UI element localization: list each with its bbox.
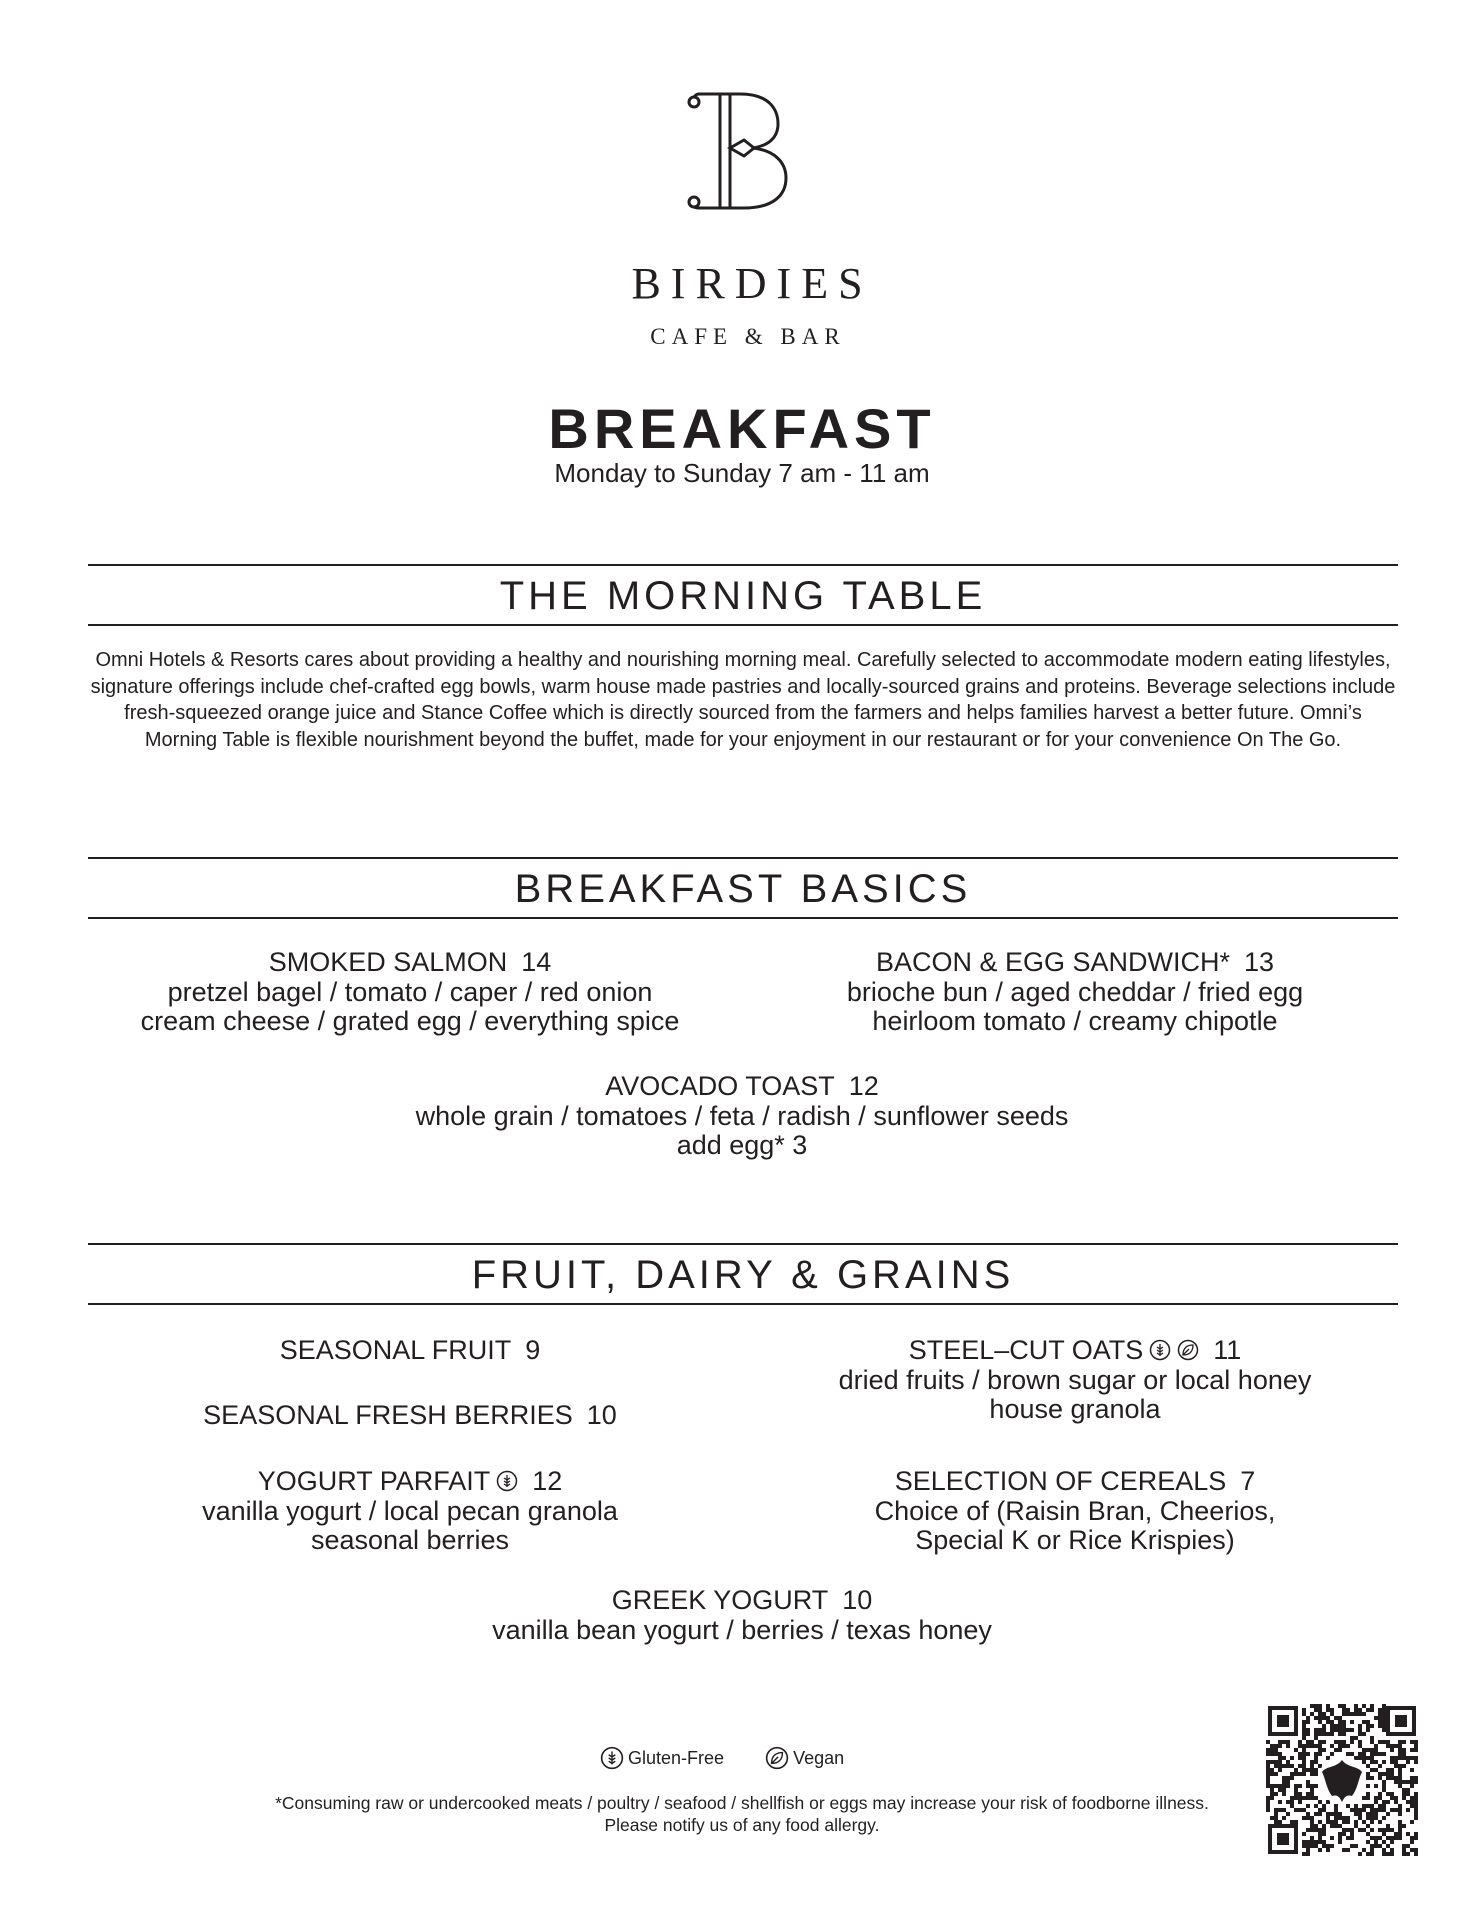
item-description: Choice of (Raisin Bran, Cheerios, [874, 1495, 1276, 1526]
brand-subtitle: CAFE & BAR [650, 324, 846, 349]
vegan-icon [765, 1746, 789, 1770]
item-description: add egg* 3 [676, 1130, 808, 1160]
menu-item-seasonal-fresh-berries [110, 1401, 710, 1431]
menu-item-smoked-salmon [110, 948, 710, 1037]
item-title [775, 1467, 1375, 1497]
gluten-free-icon [1149, 1339, 1171, 1361]
legend-gluten-free [600, 1746, 724, 1770]
item-description: Special K or Rice Krispies) [915, 1525, 1235, 1555]
morning-table-description: Omni Hotels & Resorts cares about providing a healthy and nourishing morning meal. Carefully selected to accommodate modern eating lifestyles, signature offerings include chef-crafted egg bowls, warm house made pastries and locally-sourced grains and proteins. Beverage selections include fresh-squeezed orange juice and Stance Coffee which is directly sourced from the farmers and helps families harvest a better future. Omni’s Morning Table is flexible nourishment beyond the buffet, made for your enjoyment in our restaurant or for your convenience On The Go. [90, 649, 1396, 751]
item-price: 14 [521, 947, 552, 977]
item-name: SEASONAL FRESH BERRIES [203, 1400, 573, 1430]
vegan-icon [1177, 1339, 1199, 1361]
item-description: whole grain / tomatoes / feta / radish / sunflower seeds [415, 1100, 1069, 1131]
item-price: 13 [1244, 947, 1275, 977]
section-heading-fruit-dairy-grains: FRUIT, DAIRY & GRAINS [88, 1243, 1398, 1305]
item-name: AVOCADO TOAST [605, 1071, 835, 1101]
birdies-logo [682, 84, 802, 214]
menu-hours: Monday to Sunday 7 am - 11 am [554, 458, 930, 488]
item-name: STEEL–CUT OATS [908, 1335, 1144, 1365]
brand-name: BIRDIES [631, 259, 873, 308]
item-name: SEASONAL FRUIT [279, 1335, 512, 1365]
item-title [342, 1586, 1142, 1616]
item-description: vanilla bean yogurt / berries / texas honey [492, 1614, 992, 1645]
menu-item-steel-cut-oats [775, 1336, 1375, 1425]
menu-title: BREAKFAST [548, 397, 936, 460]
menu-item-seasonal-fruit [110, 1336, 710, 1366]
dietary-legend [600, 1746, 1000, 1775]
item-description: brioche bun / aged cheddar / fried egg [846, 976, 1304, 1007]
item-title [110, 1336, 710, 1366]
item-name: BACON & EGG SANDWICH* [875, 947, 1230, 977]
item-description: dried fruits / brown sugar or local honey [838, 1364, 1312, 1395]
legend-label: Vegan [793, 1747, 845, 1768]
item-price: 12 [848, 1071, 879, 1101]
item-title [775, 1336, 1375, 1366]
item-title [110, 1401, 710, 1431]
qr-code-icon[interactable] [1266, 1704, 1418, 1856]
section-heading-morning-table: THE MORNING TABLE [88, 564, 1398, 626]
item-name: YOGURT PARFAIT [257, 1466, 491, 1496]
item-price: 9 [525, 1335, 541, 1365]
legend-label: Gluten-Free [628, 1747, 725, 1768]
item-description: cream cheese / grated egg / everything spice [140, 1006, 680, 1036]
legend-vegan [765, 1746, 844, 1770]
gluten-free-icon [600, 1746, 624, 1770]
item-title [110, 948, 710, 978]
section-heading-breakfast-basics: BREAKFAST BASICS [88, 857, 1398, 919]
item-title [342, 1072, 1142, 1102]
menu-item-bacon-egg-sandwich [775, 948, 1375, 1037]
item-price: 10 [842, 1585, 873, 1615]
item-description: vanilla yogurt / local pecan granola [202, 1495, 618, 1526]
menu-item-greek-yogurt [342, 1586, 1142, 1645]
gluten-free-icon [496, 1470, 518, 1492]
item-title [775, 948, 1375, 978]
menu-item-yogurt-parfait [110, 1467, 710, 1556]
item-title [110, 1467, 710, 1497]
item-description: house granola [989, 1394, 1161, 1424]
allergy-disclaimer [200, 1792, 1284, 1836]
disclaimer-line: Please notify us of any food allergy. [604, 1815, 880, 1835]
item-name: GREEK YOGURT [611, 1585, 829, 1615]
item-price: 12 [532, 1466, 563, 1496]
item-price: 7 [1240, 1466, 1256, 1496]
item-price: 11 [1213, 1335, 1242, 1365]
item-description: seasonal berries [310, 1525, 510, 1555]
item-description: heirloom tomato / creamy chipotle [872, 1006, 1278, 1036]
item-name: SELECTION OF CEREALS [894, 1466, 1227, 1496]
item-description: pretzel bagel / tomato / caper / red onion [167, 976, 653, 1007]
item-price: 10 [586, 1400, 617, 1430]
item-name: SMOKED SALMON [268, 947, 508, 977]
menu-item-selection-of-cereals [775, 1467, 1375, 1556]
disclaimer-line: *Consuming raw or undercooked meats / poultry / seafood / shellfish or eggs may increase your risk of foodborne illness. [275, 1793, 1209, 1813]
menu-item-avocado-toast [342, 1072, 1142, 1161]
